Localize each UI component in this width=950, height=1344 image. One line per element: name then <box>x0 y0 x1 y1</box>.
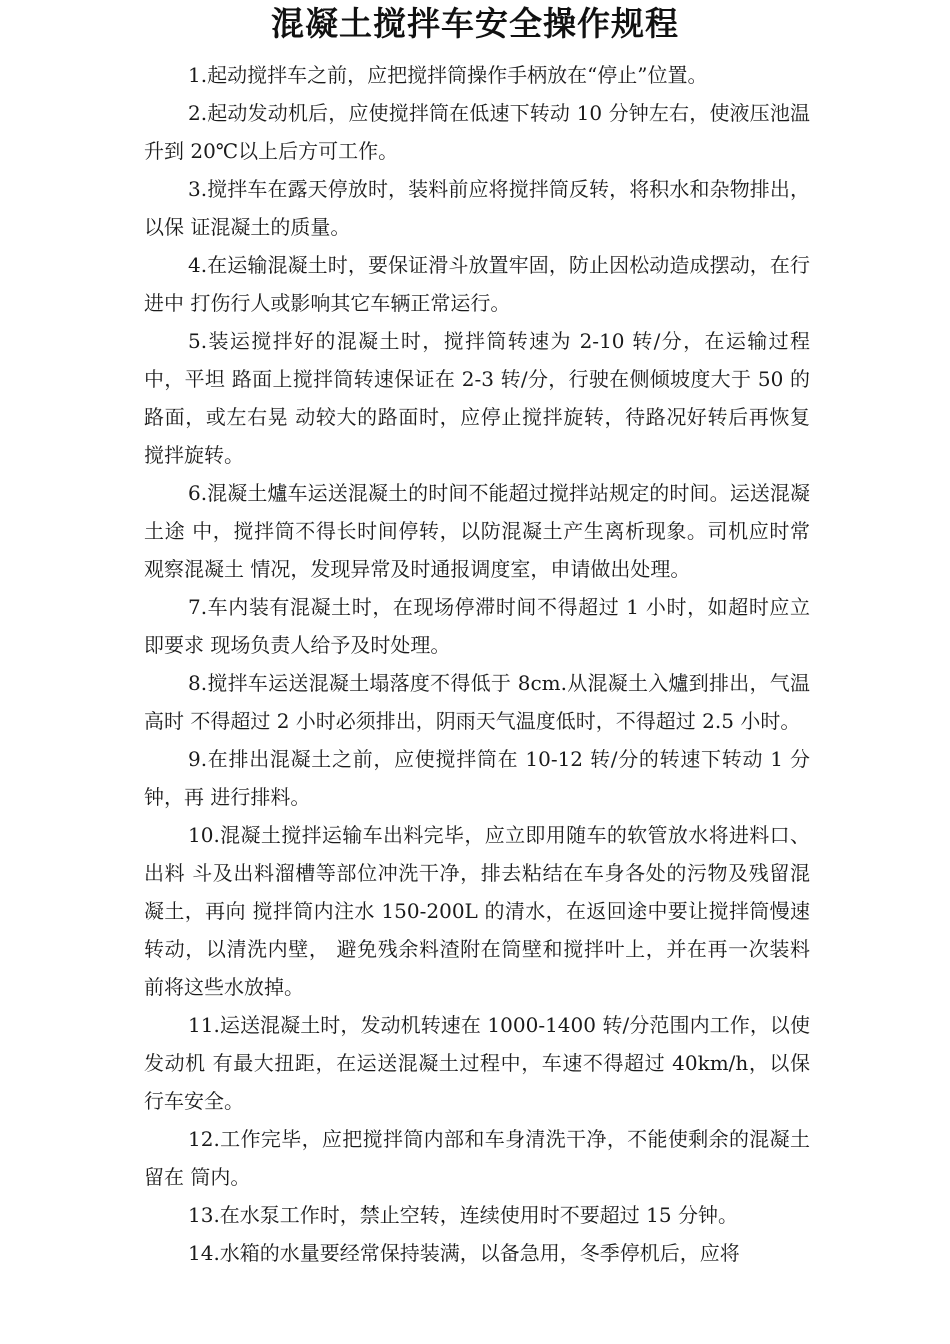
document-title: 混凝土搅拌车安全操作规程 <box>271 4 679 43</box>
document-body <box>144 56 810 1272</box>
paragraph-2: 2.起动发动机后，应使搅拌筒在低速下转动 10 分钟左右，使液压池温升到 20℃以上后方可工作。 <box>144 101 810 163</box>
paragraph-8: 8.搅拌车运送混凝土塌落度不得低于 8cm.从混凝土入爐到排出，气温高时 不得超过 2 小时必须排出，阴雨天气温度低时，不得超过 2.5 小时。 <box>144 671 810 733</box>
paragraph-9: 9.在排出混凝土之前，应使搅拌筒在 10-12 转/分的转速下转动 1 分钟，再 进行排料。 <box>144 747 810 809</box>
paragraph-4: 4.在运输混凝土时，要保证滑斗放置牢固，防止因松动造成摆动，在行进中 打伤行人或影响其它车辆正常运行。 <box>144 253 810 315</box>
paragraph-12: 12.工作完毕，应把搅拌筒内部和车身清洗干净，不能使剩余的混凝土留在 筒内。 <box>144 1127 810 1189</box>
paragraph-10: 10.混凝土搅拌运输车出料完毕，应立即用随车的软管放水将进料口、出料 斗及出料溜槽等部位冲洗干净，排去粘结在车身各处的污物及残留混凝土，再向 搅拌筒内注水 150-200L 的清水，在返回途中要让搅拌筒慢速转动，以清洗内壁， 避免残余料渣附在筒壁和搅拌叶上，并在再一次装料前将这些水放掉。 <box>144 823 810 999</box>
paragraph-11: 11.运送混凝土时，发动机转速在 1000-1400 转/分范围内工作，以使发动机 有最大扭距，在运送混凝土过程中，车速不得超过 40km/h，以保行车安全。 <box>144 1013 810 1113</box>
paragraph-14: 14.水箱的水量要经常保持装满，以备急用，冬季停机后，应将 <box>188 1241 740 1265</box>
paragraph-13: 13.在水泵工作时，禁止空转，连续使用时不要超过 15 分钟。 <box>188 1203 738 1227</box>
paragraph-3: 3.搅拌车在露天停放时，装料前应将搅拌筒反转，将积水和杂物排出，以保 证混凝土的质量。 <box>144 177 810 239</box>
paragraph-6: 6.混凝土爐车运送混凝土的时间不能超过搅拌站规定的时间。运送混凝土途 中，搅拌筒不得长时间停转，以防混凝土产生离析现象。司机应时常观察混凝土 情况，发现异常及时通报调度室，申请做出处理。 <box>144 481 810 581</box>
paragraph-7: 7.车内装有混凝土时，在现场停滞时间不得超过 1 小时，如超时应立即要求 现场负责人给予及时处理。 <box>144 595 810 657</box>
paragraph-5: 5.装运搅拌好的混凝土时，搅拌筒转速为 2-10 转/分，在运输过程中，平坦 路面上搅拌筒转速保证在 2-3 转/分，行驶在侧倾坡度大于 50 的路面，或左右晃 动较大的路面时，应停止搅拌旋转，待路况好转后再恢复搅拌旋转。 <box>144 329 810 467</box>
paragraph-1: 1.起动搅拌车之前，应把搅拌筒操作手柄放在“停止”位置。 <box>188 63 708 87</box>
